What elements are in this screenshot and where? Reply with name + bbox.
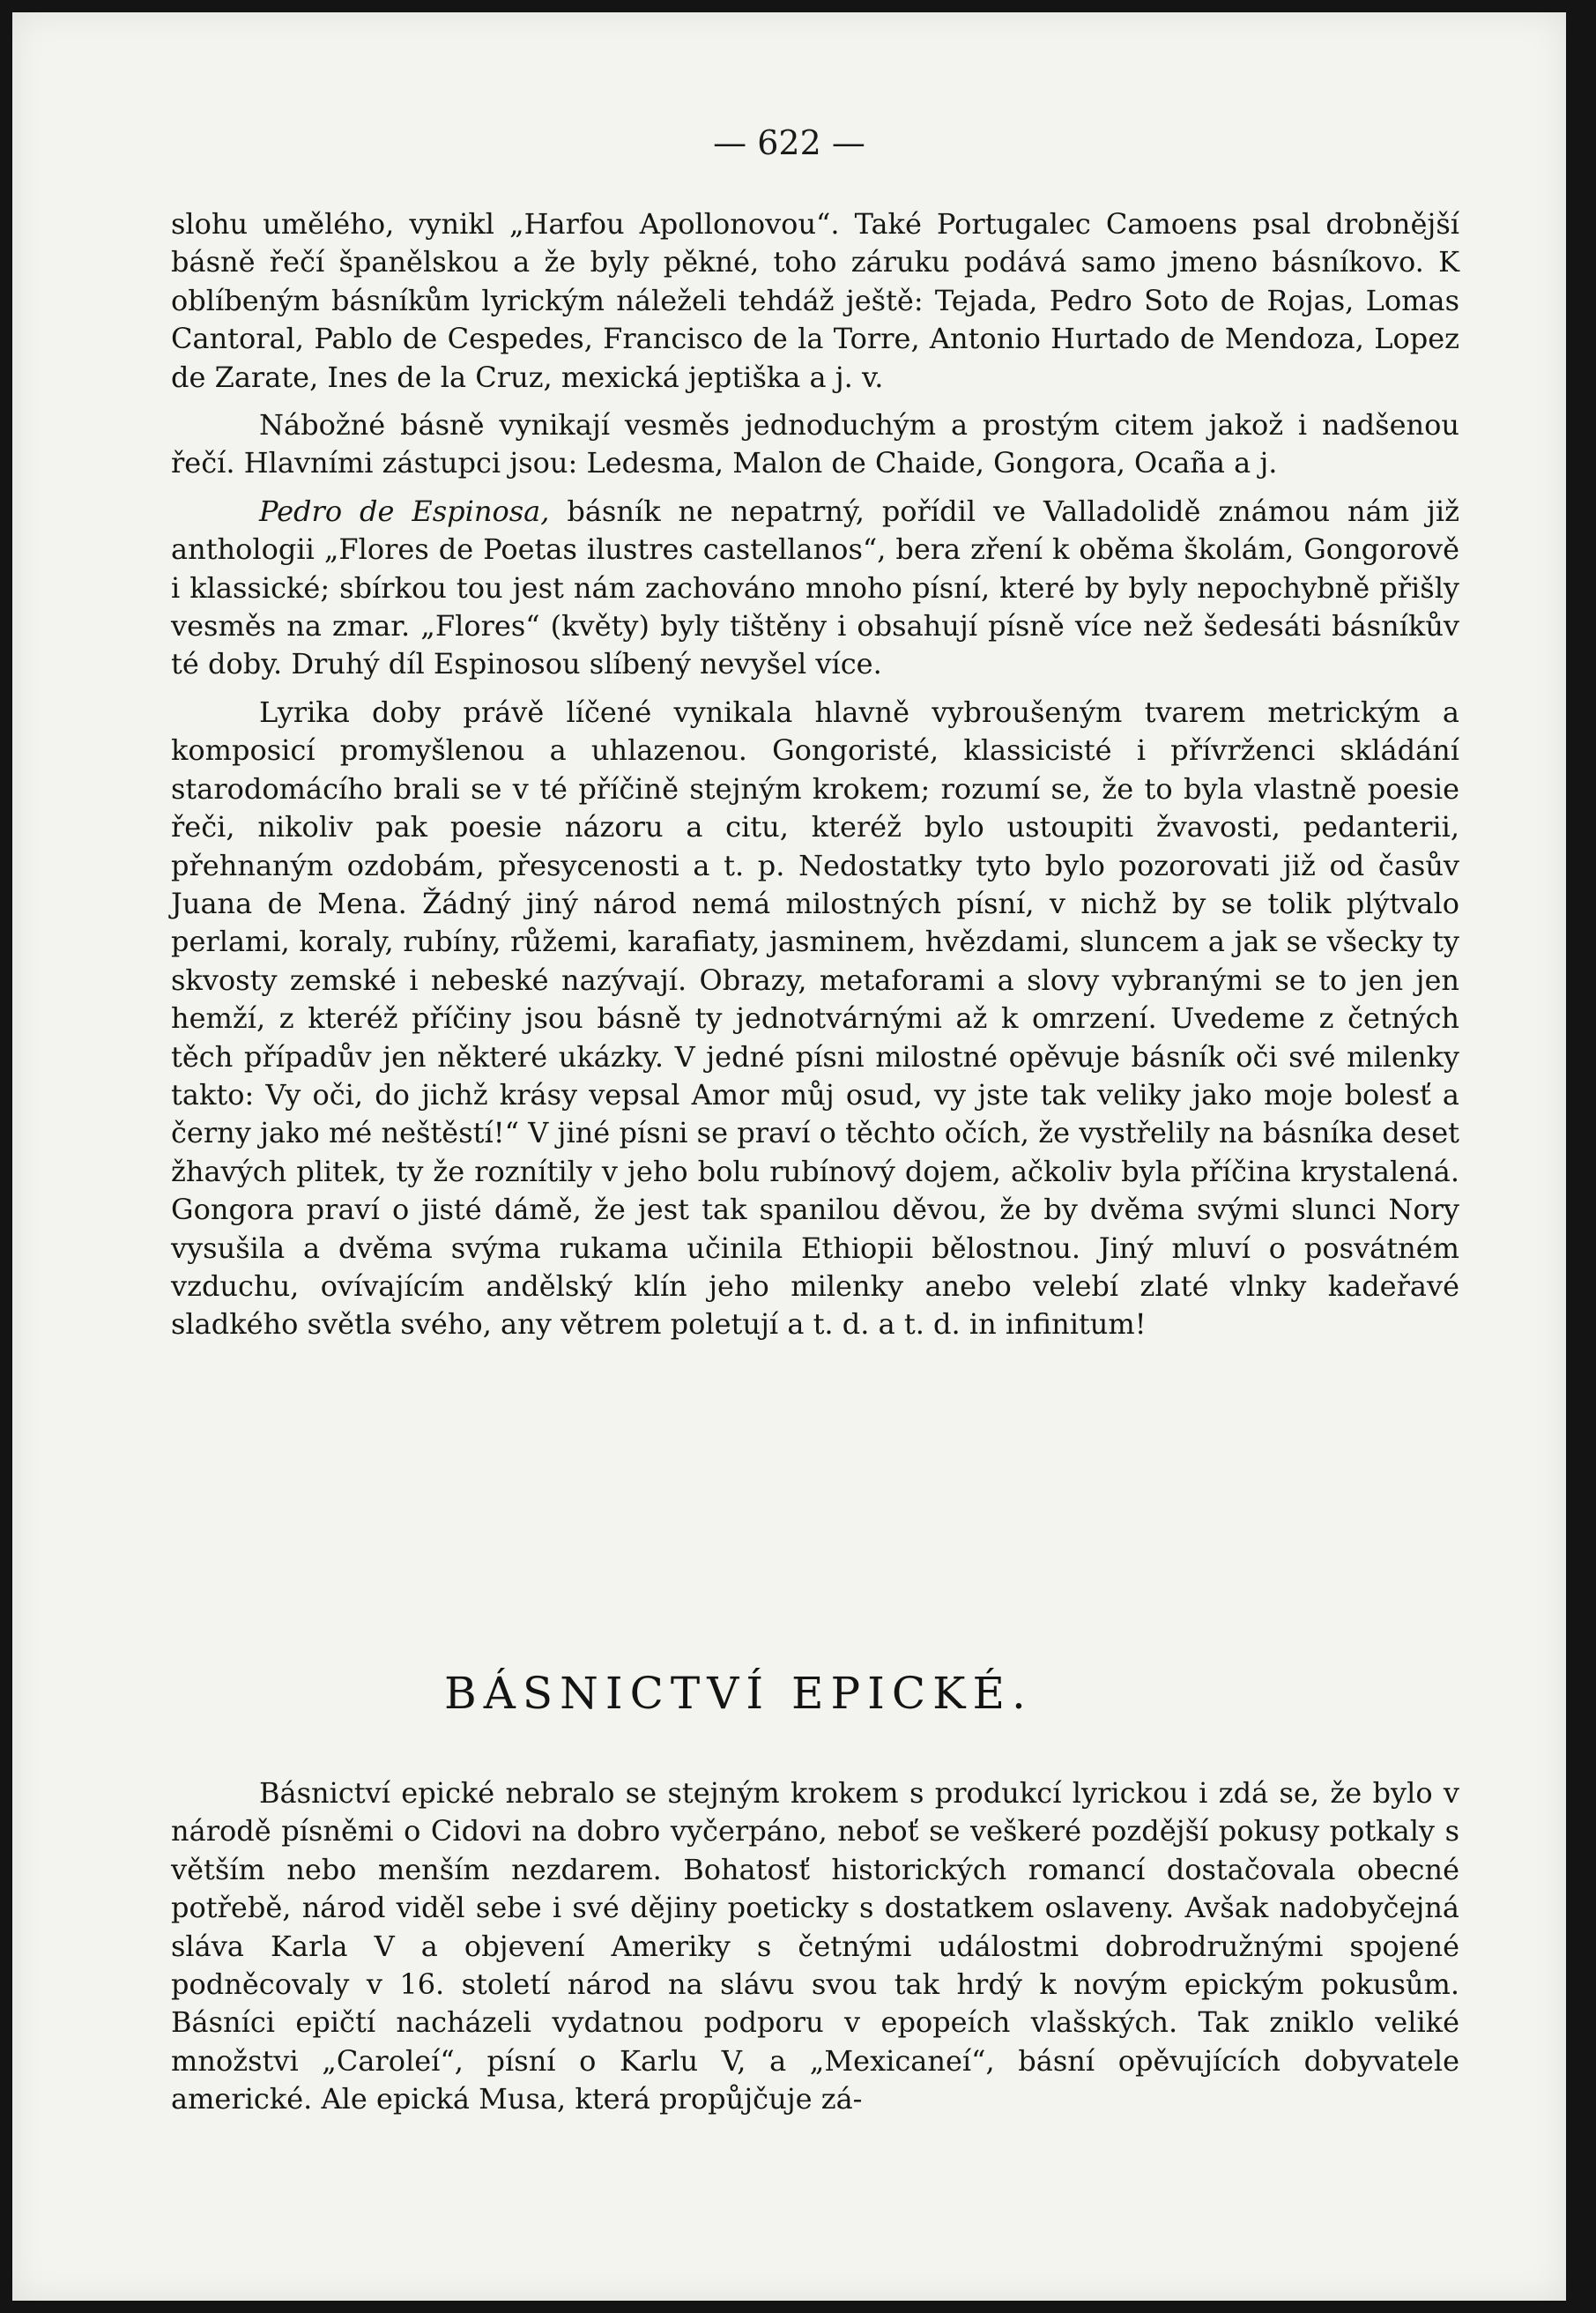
book-page xyxy=(12,12,1566,2301)
upper-text-block xyxy=(171,205,1459,1354)
section-heading: BÁSNICTVÍ EPICKÉ. xyxy=(444,1668,1033,1719)
page-number: — 622 — xyxy=(713,123,865,162)
paragraph-espinosa-text: básník ne nepatrný, pořídil ve Valladolidě známou nám již anthologii „Flores de Poetas ilustres castellanos“, bera zření k oběma školám, Gongorově i klassické; sbírkou tou jest nám zachováno mnoho písní, které by byly nepochybně přišly vesměs na zmar. „Flores“ (květy) byly tištěny i obsahují písně více než šedesáti básníkův té doby. Druhý díl Espinosou slíbený nevyšel více. xyxy=(171,494,1459,681)
paragraph-epic-poetry: Básnictví epické nebralo se stejným krokem s produkcí lyrickou i zdá se, že bylo v národě písněmi o Cidovi na dobro vyčerpáno, neboť se veškeré pozdější pokusy potkaly s větším nebo menším nezdarem. Bohatosť historických romancí dostačovala obecné potřebě, národ viděl sebe i své dějiny poeticky s dostatkem oslaveny. Avšak nadobyčejná sláva Karla V a objevení Ameriky s četnými událostmi dobrodružnými spojené podněcovaly v 16. století národ na slávu svou tak hrdý k novým epickým pokusům. Básníci epičtí nacházeli vydatnou podporu v epopeích vlašských. Tak zniklo veliké množstvi „Caroleí“, písní o Karlu V, a „Mexicaneí“, básní opěvujících dobyvatele americké. Ale epická Musa, která propůjčuje zá- xyxy=(171,1776,1459,2116)
paragraph-lyric-style: Lyrika doby právě líčené vynikala hlavně vybroušeným tvarem metrickým a komposicí promyšlenou a uhlazenou. Gongoristé, klassicisté i přívrženci skládání starodomácího brali se v té příčině stejným krokem; rozumí se, že to byla vlastně poesie řeči, nikoliv pak poesie názoru a citu, kteréž bylo ustoupiti žvavosti, pedanterii, přehnaným ozdobám, přesycenosti a t. p. Nedostatky tyto bylo pozorovati již od časův Juana de Mena. Žádný jiný národ nemá milostných písní, v nichž by se tolik plýtvalo perlami, koraly, rubíny, růžemi, karafiaty, jasminem, hvězdami, sluncem a jak se všecky ty skvosty zemské i nebeské nazývají. Obrazy, metaforami a slovy vybranými se to jen jen hemží, z kteréž příčiny jsou básně ty jednotvárnými až k omrzení. Uvedeme z četných těch případův jen některé ukázky. V jedné písni milostné opěvuje básník oči své milenky takto: Vy oči, do jichž krásy vepsal Amor můj osud, vy jste tak veliky jako moje bolesť a černy jako mé neštěstí!“ V jiné písni se praví o těchto očích, že vystřelily na básníka deset žhavých plitek, ty že roznítily v jeho bolu rubínový dojem, ačkoliv byla příčina krystalená. Gongora praví o jisté dámě, že jest tak spanilou děvou, že by dvěma svými slunci Nory vysušila a dvěma svýma rukama učinila Ethiopii bělostnou. Jiný mluví o posvátném vzduchu, ovívajícím andělský klín jeho milenky anebo velebí zlaté vlnky kadeřavé sladkého světla svého, any větrem poletují a t. d. a t. d. in infinitum! xyxy=(171,695,1459,1342)
paragraph-religious-poems: Nábožné básně vynikají vesměs jednoduchým a prostým citem jakož i nadšenou řečí. Hlavními zástupci jsou: Ledesma, Malon de Chaide, Gongora, Ocaña a j. xyxy=(171,408,1459,480)
paragraph-lyric-poets: slohu umělého, vynikl „Harfou Apollonovou“. Také Portugalec Camoens psal drobnější básně řečí španělskou a že byly pěkné, toho záruku podává samo jmeno básníkovo. K oblíbeným básníkům lyrickým náleželi tehdáž ještě: Tejada, Pedro Soto de Rojas, Lomas Cantoral, Pablo de Cespedes, Francisco de la Torre, Antonio Hurtado de Mendoza, Lopez de Zarate, Ines de la Cruz, mexická jeptiška a j. v. xyxy=(171,207,1459,394)
lower-text-block xyxy=(171,1774,1459,2129)
paragraph-espinosa xyxy=(171,493,1459,684)
author-name-espinosa: Pedro de Espinosa, xyxy=(259,494,550,528)
